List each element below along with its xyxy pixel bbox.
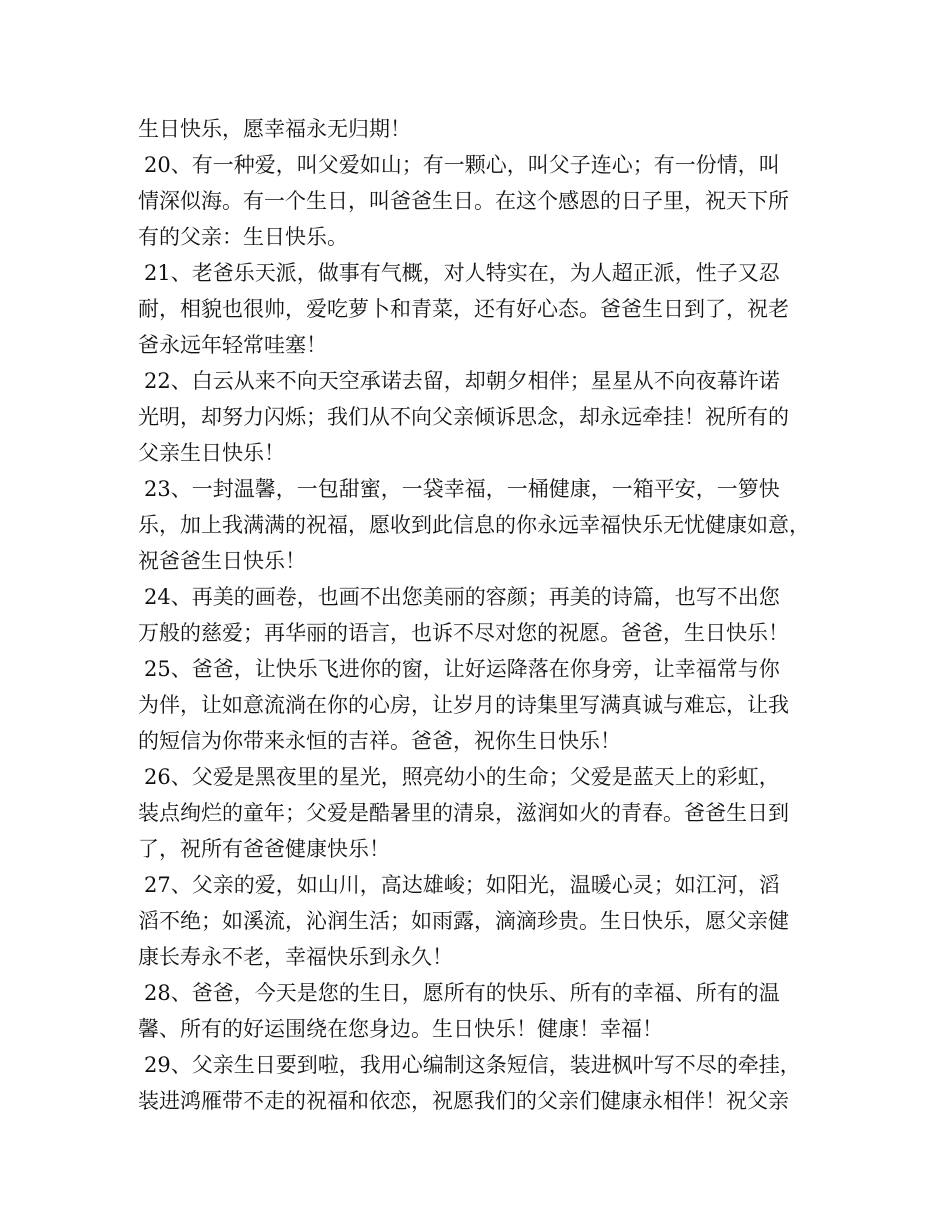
text-line: 馨、所有的好运围绕在您身边。生日快乐！健康！幸福！ [138, 1017, 663, 1041]
text-line: 乐，加上我满满的祝福，愿收到此信息的你永远幸福快乐无忧健康如意， [138, 513, 810, 537]
text-line: 26、父爱是黑夜里的星光，照亮幼小的生命；父爱是蓝天上的彩虹， [144, 765, 780, 789]
text-line: 爸永远年轻常哇塞！ [138, 333, 327, 357]
text-line: 24、再美的画卷，也画不出您美丽的容颜；再美的诗篇，也写不出您 [144, 585, 780, 609]
text-line: 21、老爸乐天派，做事有气概，对人特实在，为人超正派，性子又忍 [144, 261, 780, 285]
text-line: 生日快乐，愿幸福永无归期！ [138, 117, 411, 141]
text-line: 23、一封温馨，一包甜蜜，一袋幸福，一桶健康，一箱平安，一箩快 [144, 477, 780, 501]
text-line: 27、父亲的爱，如山川，高达雄峻；如阳光，温暖心灵；如江河，滔 [144, 873, 780, 897]
text-line: 万般的慈爱；再华丽的语言，也诉不尽对您的祝愿。爸爸，生日快乐！ [138, 621, 789, 645]
text-line: 装进鸿雁带不走的祝福和依恋，祝愿我们的父亲们健康永相伴！祝父亲 [138, 1089, 789, 1113]
text-line: 28、爸爸，今天是您的生日，愿所有的快乐、所有的幸福、所有的温 [144, 981, 780, 1005]
text-line: 22、白云从来不向天空承诺去留，却朝夕相伴；星星从不向夜幕许诺 [144, 369, 780, 393]
text-line: 有的父亲：生日快乐。 [138, 225, 348, 249]
document-body [138, 111, 828, 1119]
text-line: 情深似海。有一个生日，叫爸爸生日。在这个感恩的日子里，祝天下所 [138, 189, 789, 213]
text-line: 祝爸爸生日快乐！ [138, 549, 306, 573]
text-line: 25、爸爸，让快乐飞进你的窗，让好运降落在你身旁，让幸福常与你 [144, 657, 780, 681]
text-line: 装点绚烂的童年；父爱是酷暑里的清泉，滋润如火的青春。爸爸生日到 [138, 801, 789, 825]
text-line: 的短信为你带来永恒的吉祥。爸爸，祝你生日快乐！ [138, 729, 621, 753]
text-line: 耐，相貌也很帅，爱吃萝卜和青菜，还有好心态。爸爸生日到了，祝老 [138, 297, 789, 321]
text-line: 光明，却努力闪烁；我们从不向父亲倾诉思念，却永远牵挂！祝所有的 [138, 405, 789, 429]
text-line: 康长寿永不老，幸福快乐到永久！ [138, 945, 453, 969]
text-line: 了，祝所有爸爸健康快乐！ [138, 837, 390, 861]
text-line: 为伴，让如意流淌在你的心房，让岁月的诗集里写满真诚与难忘，让我 [138, 693, 789, 717]
text-line: 父亲生日快乐！ [138, 441, 285, 465]
text-line: 29、父亲生日要到啦，我用心编制这条短信，装进枫叶写不尽的牵挂， [144, 1053, 801, 1077]
text-line: 20、有一种爱，叫父爱如山；有一颗心，叫父子连心；有一份情，叫 [144, 153, 780, 177]
text-line: 滔不绝；如溪流，沁润生活；如雨露，滴滴珍贵。生日快乐，愿父亲健 [138, 909, 789, 933]
